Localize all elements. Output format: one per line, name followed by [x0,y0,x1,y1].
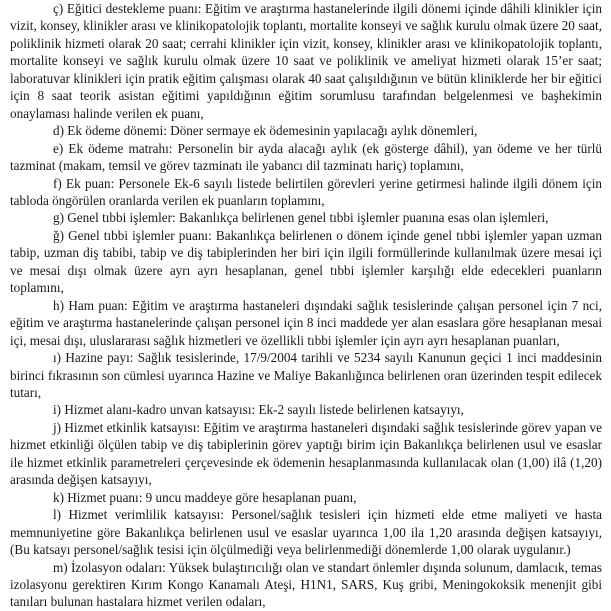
definition-k-hizmet-puani: k) Hizmet puanı: 9 uncu maddeye göre hesaplanan puanı, [53,489,357,505]
definition-dotless-i-hazine-payi: ı) Hazine payı: Sağlık tesislerinde, 17/9/2004 tarihli ve 5234 sayılı Kanunun geçici 1 inci maddesinin birinci fıkrasının son cümlesi uyarınca Hazine ve Maliye Bakanlığınca belirlenen oran üzerinden tespit edilecek tutarı, [10,350,602,400]
definition-e-ek-odeme-matrahi: e) Ek ödeme matrahı: Personelin bir ayda alacağı aylık (ek gösterge dâhil), yan ödeme ve her türlü tazminat (makam, temsil ve görev tazminatı ile yabancı dil tazminatı hariç) toplamını, [10,140,602,174]
definition-m-izolasyon-odalari: m) İzolasyon odaları: Yüksek bulaştırıcılığı olan ve standart önlemler dışında solunum, damlacık, temas izolasyonu gerektiren Kırım Kongo Kanamalı Ateşi, H1N1, SARS, Kuş gribi, Meningokoksik menenjit gibi tanıları bulunan hastalara hizmet verilen odaları, [10,559,602,610]
definition-g-breve-genel-tibbi-islemler-puani: ğ) Genel tıbbi işlemler puanı: Bakanlıkça belirlenen o dönem içinde genel tıbbi işlemler yapan uzman tabip, uzman diş tabibi, tabip ve diş tabiplerinden her biri için ilgili formüllerinde kullanılmak üzere mesai içi ve mesai dışı olmak üzere ayrı ayrı hesaplanan, genel tıbbi işlemler karşılığı elde edecekleri puanların toplamını, [10,227,602,296]
definition-j-hizmet-etkinlik-katsayisi: j) Hizmet etkinlik katsayısı: Eğitim ve araştırma hastaneleri dışındaki sağlık tesislerinde görev yapan ve hizmet etkinliği ölçülen tabip ve diş tabiplerinin görev yaptığı birim için Bakanlıkça belirlenen usul ve esaslar ile hizmet etkinlik parametreleri çerçevesinde ek ödemenin hesaplanmasında kullanılacak olan (1,00) ilâ (1,20) arasında değişen katsayıyı, [10,419,602,488]
regulation-document [10,0,602,611]
definition-i-hizmet-alani-kadro-unvan-katsayisi: i) Hizmet alanı-kadro unvan katsayısı: Ek-2 sayılı listede belirlenen katsayıyı, [53,402,464,418]
definition-g-genel-tibbi-islemler: g) Genel tıbbi işlemler: Bakanlıkça belirlenen genel tıbbi işlemler puanına esas olan işlemleri, [53,210,549,226]
definition-l-hizmet-verimlilik-katsayisi: l) Hizmet verimlilik katsayısı: Personel/sağlık tesisleri için hizmeti elde etme maliyeti ve hasta memnuniyetine göre Bakanlıkça belirlenen usul ve esaslar uyarınca 1,00 ila 1,20 arasında değişen katsayıyı, (Bu katsayı personel/sağlık tesisi için ölçülmediği veya belirlenmediği dönemlerde 1,00 olarak uygulanır.) [10,507,602,558]
definition-f-ek-puan: f) Ek puan: Personele Ek-6 sayılı listede belirtilen görevleri yerine getirmesi halinde ilgili dönem için tabloda öngörülen oranlarda verilen ek puanların toplamını, [10,175,602,208]
definition-h-ham-puan: h) Ham puan: Eğitim ve araştırma hastaneleri dışındaki sağlık tesislerinde çalışan personel için 7 nci, eğitim ve araştırma hastanelerinde çalışan personel için 8 inci maddede yer alan esaslara göre hesaplanan mesai içi, mesai dışı, uluslararası sağlık hizmetleri ve özellikli tıbbi işlemler için ayrı ayrı hesaplanan puanları, [10,297,602,348]
definition-c-egitici-destekleme-puani: ç) Eğitici destekleme puanı: Eğitim ve araştırma hastanelerinde ilgili dönemi içinde dâhili klinikler için vizit, konsey, klinikler arası ve klinikopatolojik toplantı, mortalite konseyi ve sağlık kurulu olmak üzere 20 saat, poliklinik hizmeti olarak 20 saat; cerrahi klinikler için vizit, konsey, klinikler arası ve klinikopatolojik toplantı, mortalite konseyi ve sağlık kurulu olmak üzere 10 saat ve poliklinik ve ameliyat hizmeti olarak 15’er saat; laboratuvar klinikleri için pratik eğitim çalışması olarak 40 saat çalışıldığının ve bütün kliniklerde her bir eğitici için 8 saat teorik asistan eğitimi yapıldığının eğitim sorumlusu tarafından belgelenmesi ve başhekimin onaylaması halinde verilen ek puanı, [10,1,602,121]
definition-d-ek-odeme-donemi: d) Ek ödeme dönemi: Döner sermaye ek ödemesinin yapılacağı aylık dönemleri, [53,123,478,139]
